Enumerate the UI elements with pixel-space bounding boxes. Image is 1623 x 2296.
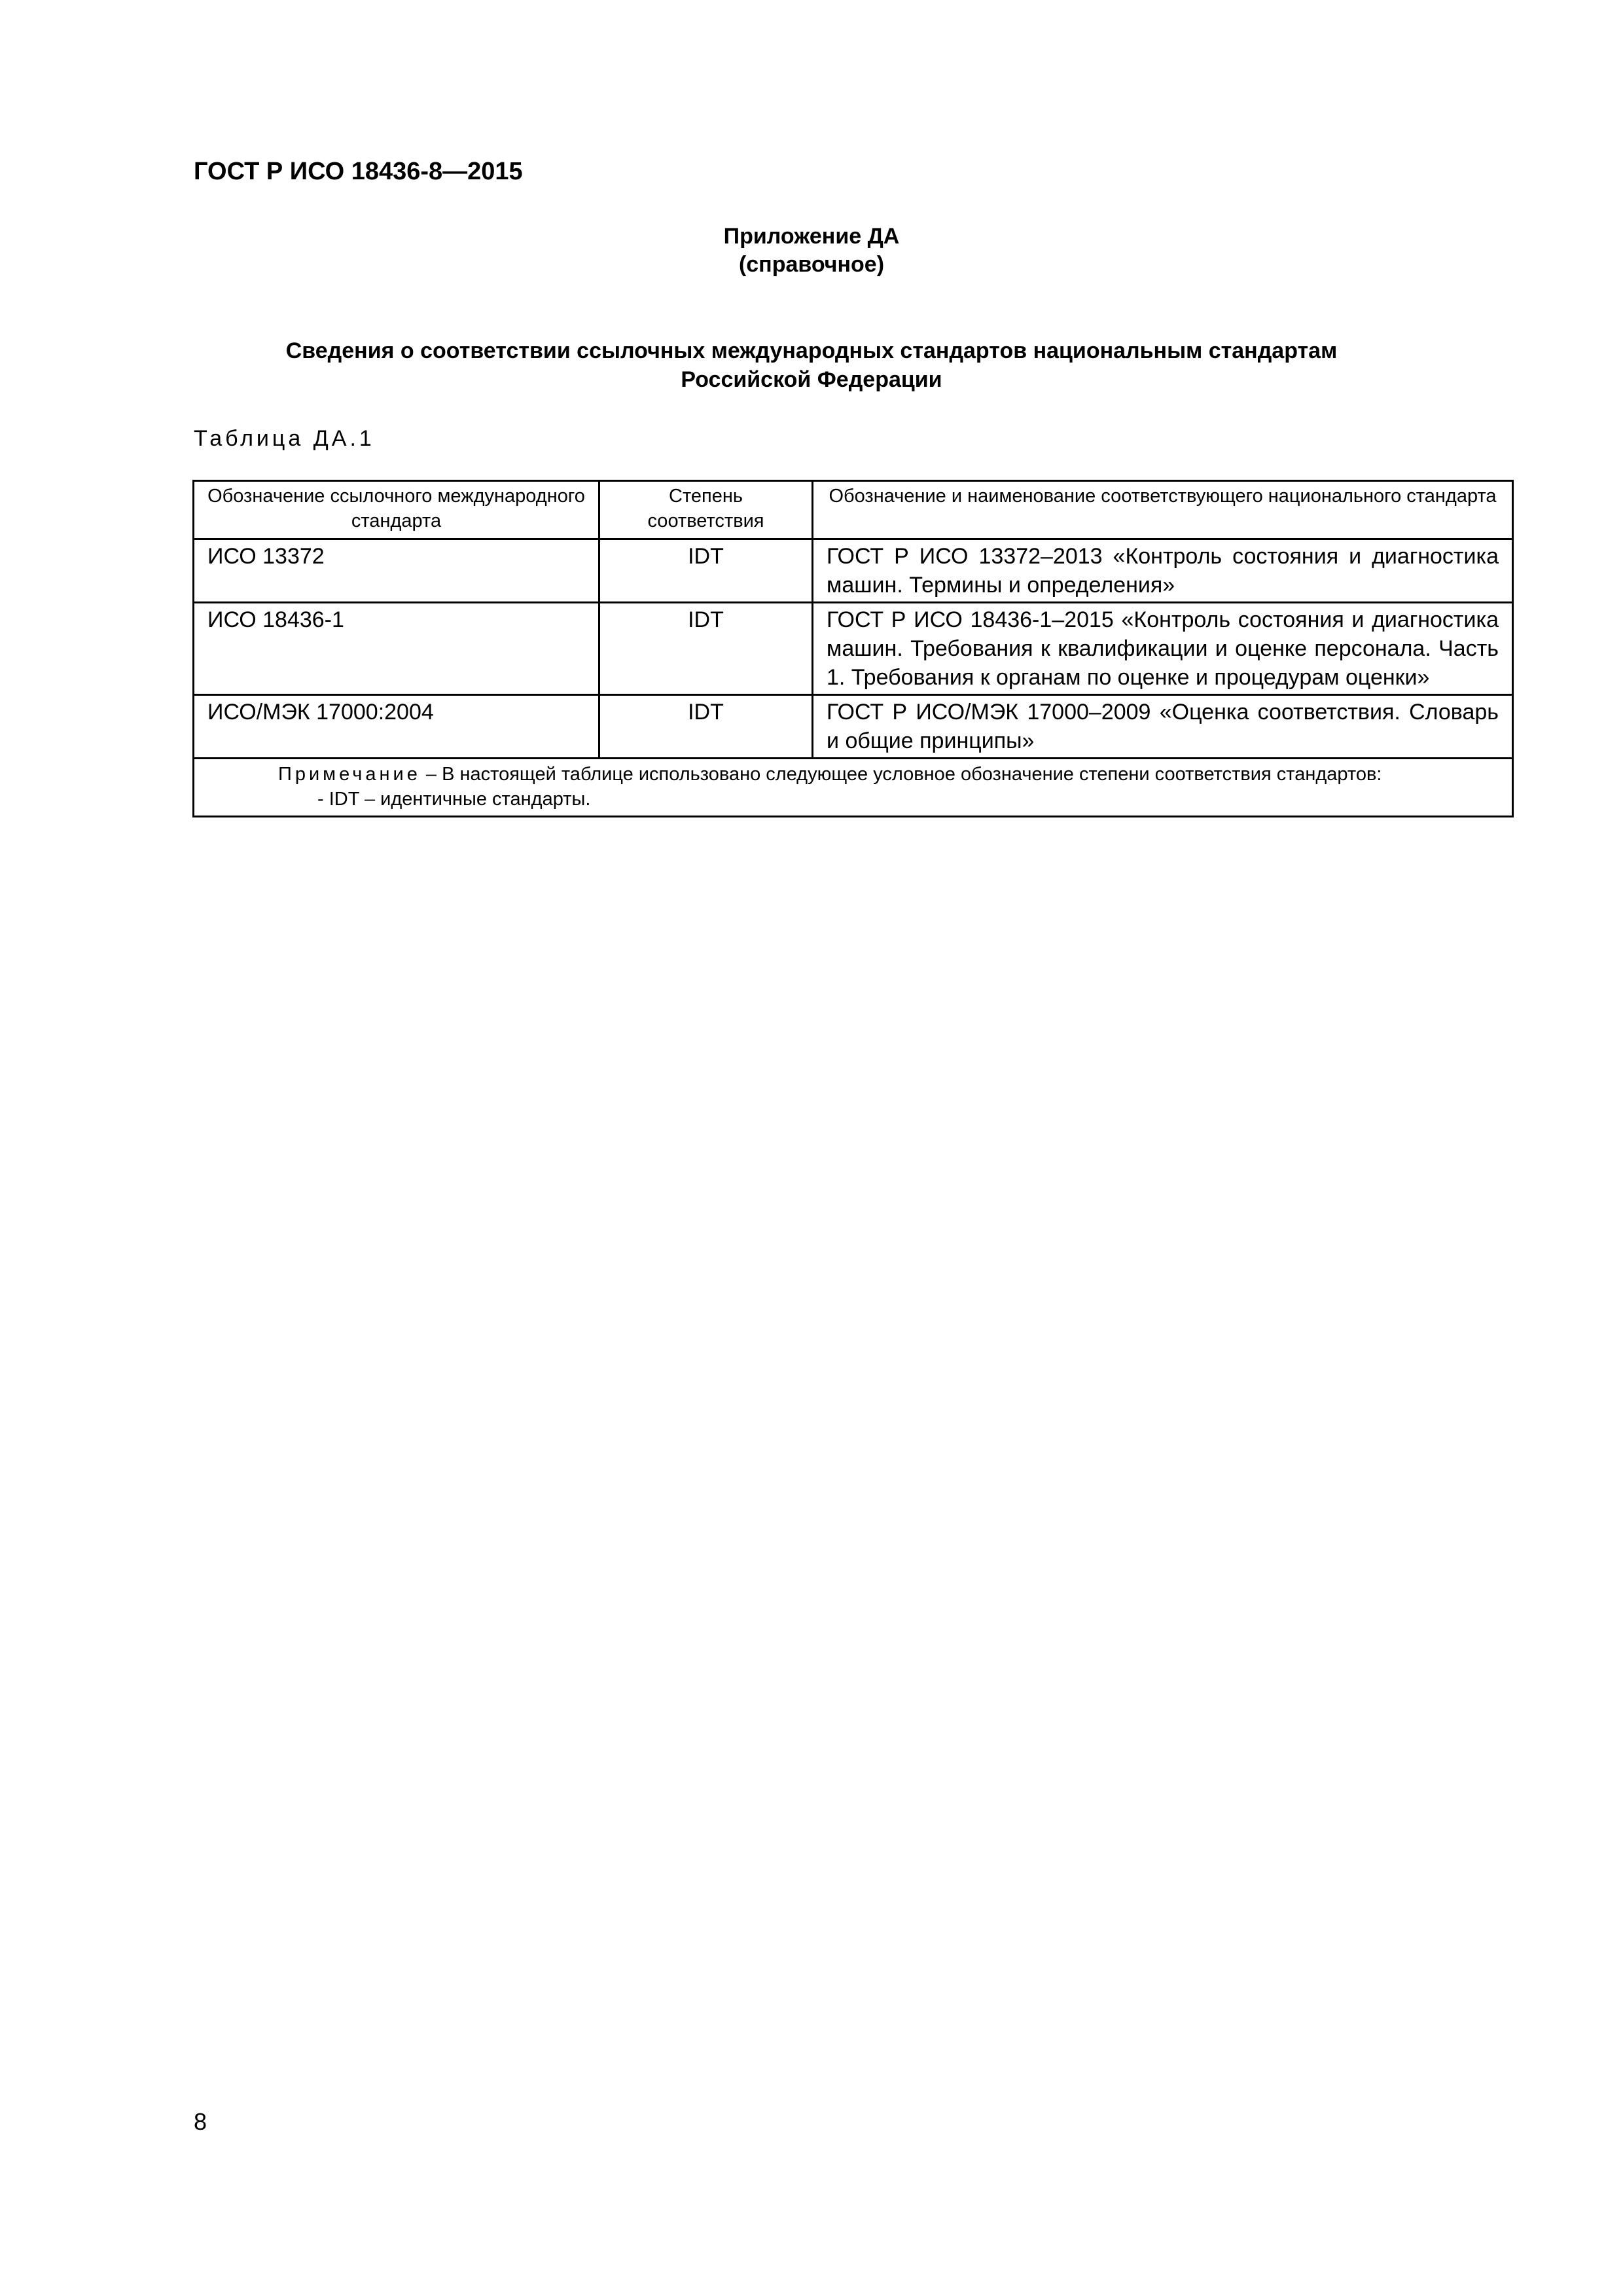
note-list-item: - IDT – идентичные стандарты.	[317, 789, 591, 810]
note-text	[207, 762, 1499, 787]
column-header-international: Обозначение ссылочного международного стандарта	[194, 481, 599, 539]
column-header-national: Обозначение и наименование соответствующего национального стандарта	[813, 481, 1513, 539]
table-note-row	[194, 759, 1513, 817]
cell-national: ГОСТ Р ИСО 18436-1–2015 «Контроль состояния и диагностика машин. Требования к квалификации и оценке персонала. Часть 1. Требования к органам по оценке и процедурам оценки»	[813, 603, 1513, 695]
cell-national: ГОСТ Р ИСО/МЭК 17000–2009 «Оценка соответствия. Словарь и общие принципы»	[813, 695, 1513, 759]
cell-degree: IDT	[599, 539, 813, 603]
cell-national: ГОСТ Р ИСО 13372–2013 «Контроль состояния и диагностика машин. Термины и определения»	[813, 539, 1513, 603]
note-label: Примечание	[278, 764, 421, 785]
correspondence-table	[192, 480, 1514, 817]
table-header-row	[194, 481, 1513, 539]
table-caption: Таблица ДА.1	[194, 426, 375, 451]
table-row	[194, 695, 1513, 759]
annex-status: (справочное)	[738, 252, 885, 277]
cell-international: ИСО/МЭК 17000:2004	[194, 695, 599, 759]
cell-international: ИСО 18436-1	[194, 603, 599, 695]
cell-international: ИСО 13372	[194, 539, 599, 603]
section-heading-line-2: Российской Федерации	[681, 367, 942, 392]
document-designation: ГОСТ Р ИСО 18436-8—2015	[194, 158, 523, 185]
table-note	[194, 759, 1513, 817]
section-heading-line-1: Сведения о соответствии ссылочных международных стандартов национальным стандартам	[285, 338, 1338, 363]
cell-degree: IDT	[599, 603, 813, 695]
table-row	[194, 603, 1513, 695]
page-number: 8	[194, 2108, 207, 2135]
note-body: – В настоящей таблице использовано следующее условное обозначение степени соответствия стандартов:	[420, 764, 1382, 785]
column-header-degree: Степень соответствия	[599, 481, 813, 539]
table-body	[194, 539, 1513, 817]
table-row	[194, 539, 1513, 603]
cell-degree: IDT	[599, 695, 813, 759]
annex-title: Приложение ДА	[723, 224, 900, 249]
